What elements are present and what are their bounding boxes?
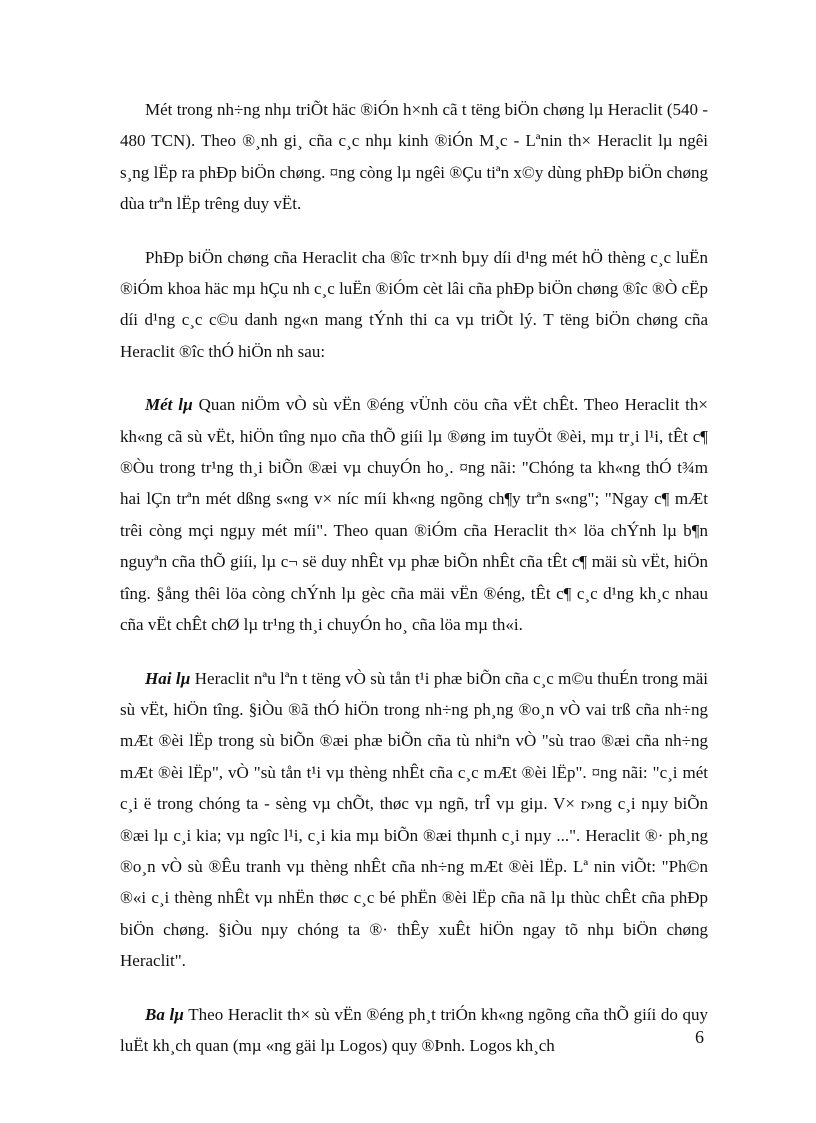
paragraph-text: Quan niÖm vÒ sù vËn ®éng vÜnh cöu cña vËt chÊt. Theo Heraclit th× kh«ng cã sù vËt, hiÖn tîng nµo cña thÕ giíi lµ ®øng im tuyÖt ®èi, mµ tr¸i l¹i, tÊt c¶ ®Òu trong tr¹ng th¸i biÕn ®æi vµ chuyÓn ho¸. ¤ng nãi: "Chóng ta kh«ng thÓ t¾m hai lÇn trªn mét dßng s«ng v× níc míi kh«ng ngõng ch¶y trªn s«ng"; "Ngay c¶ mÆt trêi còng mçi ngµy mét míi". Theo quan ®iÓm cña Heraclit th× löa chÝnh lµ b¶n nguyªn cña thÕ giíi, lµ c¬ së duy nhÊt vµ phæ biÕn nhÊt cña tÊt c¶ mäi sù vËt, hiÖn tîng. §ång thêi löa còng chÝnh lµ gèc cña mäi vËn ®éng, tÊt c¶ c¸c d¹ng kh¸c nhau cña vËt chÊt chØ lµ tr¹ng th¸i chuyÓn ho¸ cña löa mµ th«i. (120, 395, 708, 635)
page-number: 6 (695, 1027, 704, 1047)
paragraph-text: Heraclit nªu lªn t tëng vÒ sù tån t¹i phæ biÕn cña c¸c m©u thuÉn trong mäi sù vËt, hiÖn tîng. §iÒu ®ã thÓ hiÖn trong nh÷ng ph¸ng ®o¸n vÒ vai trß cña nh÷ng mÆt ®èi lËp trong sù biÕn ®æi phæ biÕn cña tù nhiªn vÒ "sù trao ®æi cña nh÷ng mÆt ®èi lËp", vÒ "sù tån t¹i vµ thèng nhÊt cña c¸c mÆt ®èi lËp". ¤ng nãi: "c¸i mét c¸i ë trong chóng ta - sèng vµ chÕt, thøc vµ ngñ, trÎ vµ giµ. V× r»ng c¸i nµy biÕn ®æi lµ c¸i kia; vµ ngîc l¹i, c¸i kia mµ biÕn ®æi thµnh c¸i nµy ...". Heraclit ®· ph¸ng ®o¸n vÒ sù ®Êu tranh vµ thèng nhÊt cña nh÷ng mÆt ®èi lËp. Lª nin viÕt: "Ph©n ®«i c¸i thèng nhÊt vµ nhËn thøc c¸c bé phËn ®èi lËp cña nã lµ thùc chÊt cña phÐp biÖn chøng. §iÒu nµy chóng ta ®· thÊy xuÊt hiÖn ngay tõ nhµ biÖn chøng Heraclit". (120, 668, 708, 971)
paragraph-lead: Ba lµ (145, 1004, 184, 1024)
paragraph-text: Theo Heraclit th× sù vËn ®éng ph¸t triÓn kh«ng ngõng cña thÕ giíi do quy luËt kh¸ch quan (mµ «ng gäi lµ Logos) quy ®Þnh. Logos kh¸ch (120, 1004, 708, 1055)
paragraph-lead: Mét lµ (145, 395, 193, 415)
paragraph-5 (120, 999, 708, 1062)
paragraph-text: PhÐp biÖn chøng cña Heraclit cha ®îc tr×nh bµy díi d¹ng mét hÖ thèng c¸c luËn ®iÓm khoa häc mµ hÇu nh c¸c luËn ®iÓm cèt lâi cña phÐp biÖn chøng ®îc ®Ò cËp díi d¹ng c¸c c©u danh ng«n mang tÝnh thi ca vµ triÕt lý. T tëng biÖn chøng cña Heraclit ®îc thÓ hiÖn nh sau: (120, 247, 708, 361)
body-text (120, 94, 708, 1083)
paragraph-text: Mét trong nh÷ng nhµ triÕt häc ®iÓn h×nh cã t tëng biÖn chøng lµ Heraclit (540 - 480 TCN). Theo ®¸nh gi¸ cña c¸c nhµ kinh ®iÓn M¸c - Lªnin th× Heraclit lµ ngêi s¸ng lËp ra phÐp biÖn chøng. ¤ng còng lµ ngêi ®Çu tiªn x©y dùng phÐp biÖn chøng dùa trªn lËp trêng duy vËt. (120, 100, 708, 214)
paragraph-3 (120, 389, 708, 640)
paragraph-1 (120, 94, 708, 220)
paragraph-lead: Hai lµ (145, 668, 191, 688)
paragraph-4 (120, 663, 708, 977)
paragraph-2 (120, 242, 708, 368)
